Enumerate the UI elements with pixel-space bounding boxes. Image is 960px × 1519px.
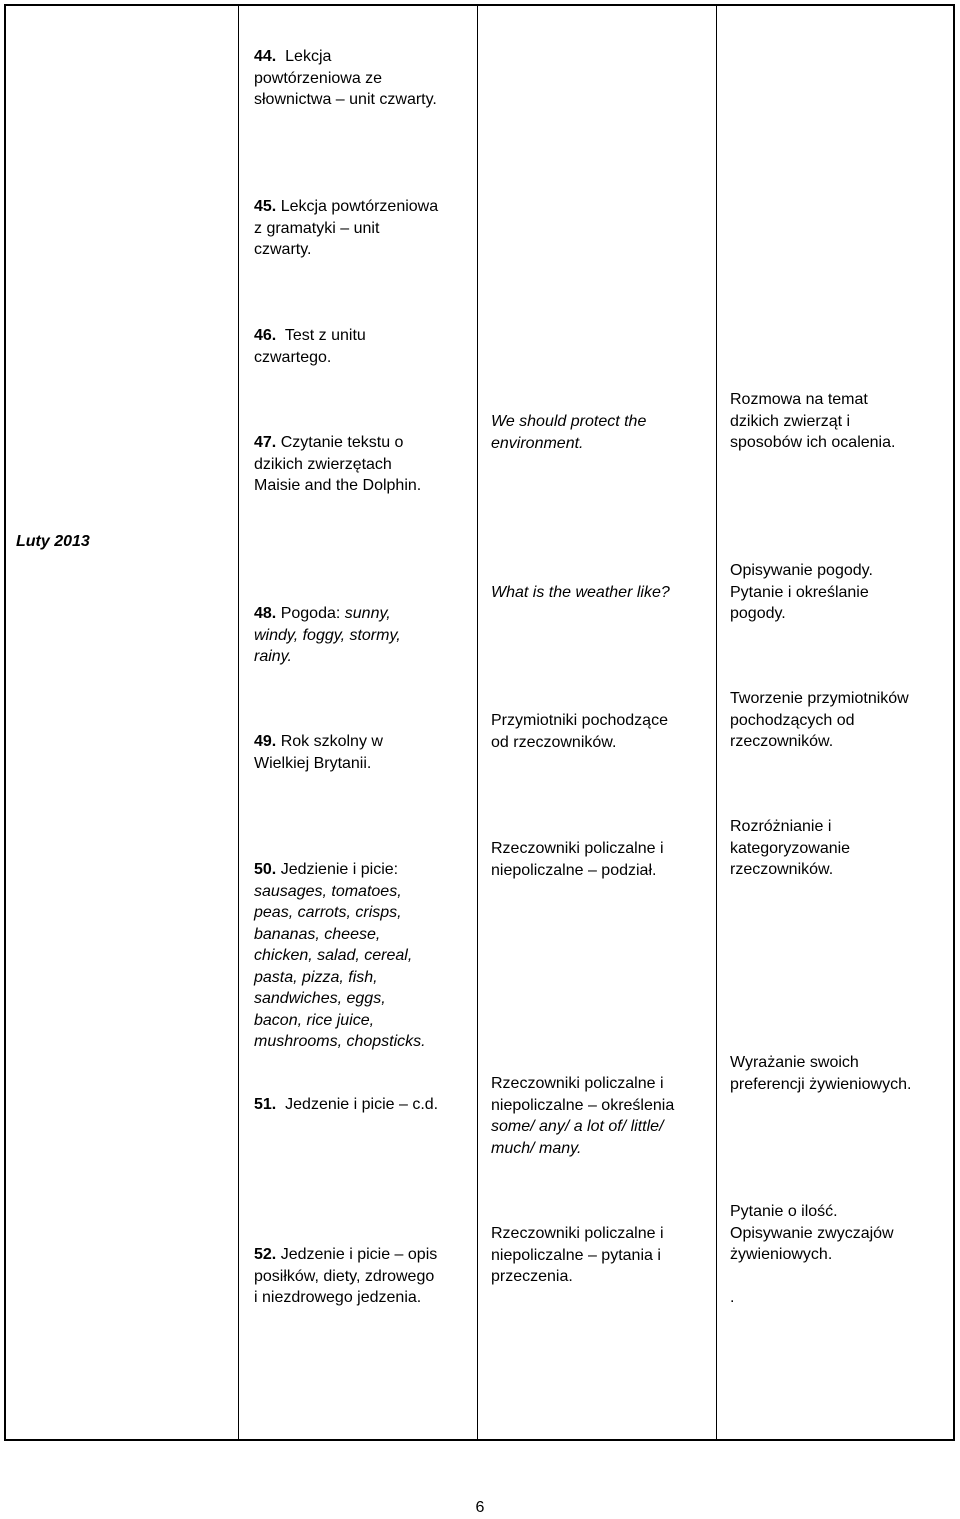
- lesson-number: 51.: [254, 1096, 277, 1113]
- skills-52: [730, 1201, 894, 1309]
- lesson-text: Lekcja powtórzeniowa: [280, 198, 439, 215]
- lesson-text: sausages, tomatoes,: [254, 882, 402, 900]
- lesson-text: Pogoda: sunny,: [280, 605, 391, 622]
- skills-text: Opisywanie pogody.: [730, 562, 873, 579]
- grammar-52: [491, 1223, 664, 1288]
- lesson-44: [254, 46, 437, 111]
- grammar-text: Rzeczowniki policzalne i: [491, 1075, 664, 1092]
- skills-text: preferencji żywieniowych.: [730, 1075, 912, 1093]
- lesson-text: Lekcja: [285, 48, 332, 65]
- lesson-text: Test z unitu: [284, 327, 366, 344]
- grammar-text: Przymiotniki pochodzące: [491, 712, 668, 729]
- skills-text: Tworzenie przymiotników: [730, 690, 909, 707]
- lesson-text: Rok szkolny w: [280, 733, 383, 750]
- skills-47: [730, 389, 895, 454]
- column-divider: [477, 4, 478, 1441]
- grammar-text: What is the weather like?: [491, 584, 670, 601]
- lesson-45: [254, 196, 438, 261]
- grammar-text: Rzeczowniki policzalne i: [491, 1225, 664, 1242]
- skills-48: [730, 560, 873, 625]
- grammar-51: [491, 1073, 674, 1159]
- skills-text: rzeczowników.: [730, 861, 834, 878]
- lesson-49: [254, 731, 383, 774]
- skills-text: Wyrażanie swoich: [730, 1054, 859, 1071]
- lesson-text: sandwiches, eggs,: [254, 990, 386, 1007]
- grammar-text: environment.: [491, 434, 584, 452]
- lesson-text: chicken, salad, cereal,: [254, 947, 413, 964]
- lesson-text: Wielkiej Brytanii.: [254, 754, 372, 772]
- lesson-47: [254, 432, 421, 497]
- skills-text: pochodzących od: [730, 711, 855, 729]
- column-divider: [238, 4, 239, 1441]
- grammar-text: niepoliczalne – podział.: [491, 861, 657, 879]
- grammar-text: niepoliczalne – określenia: [491, 1096, 675, 1114]
- skills-50: [730, 816, 850, 881]
- lesson-text: czwarty.: [254, 241, 312, 258]
- lesson-text: peas, carrots, crisps,: [254, 904, 402, 921]
- lesson-text: czwartego.: [254, 348, 332, 366]
- lesson-number: 47.: [254, 434, 277, 451]
- skills-text: sposobów ich ocalenia.: [730, 434, 896, 451]
- lesson-text: pasta, pizza, fish,: [254, 968, 378, 986]
- skills-51: [730, 1052, 911, 1095]
- lesson-number: 50.: [254, 861, 277, 878]
- lesson-text: Czytanie tekstu o: [280, 434, 404, 451]
- skills-text: pogody.: [730, 605, 786, 622]
- skills-text: rzeczowników.: [730, 733, 834, 750]
- lesson-50: [254, 859, 426, 1053]
- skills-text: Pytanie i określanie: [730, 583, 869, 601]
- grammar-text: much/ many.: [491, 1139, 582, 1157]
- lesson-text: Jedzenie i picie – opis: [280, 1246, 438, 1263]
- lesson-text: Jedzenie i picie – c.d.: [285, 1096, 439, 1113]
- lesson-number: 48.: [254, 605, 277, 622]
- grammar-50: [491, 838, 664, 881]
- grammar-text: niepoliczalne – pytania i: [491, 1246, 661, 1264]
- column-divider: [716, 4, 717, 1441]
- skills-text: Rozróżnianie i: [730, 818, 832, 835]
- lesson-number: 45.: [254, 198, 277, 215]
- lesson-46: [254, 325, 366, 368]
- lesson-text: Maisie and the Dolphin.: [254, 477, 422, 494]
- lesson-text: słownictwa – unit czwarty.: [254, 91, 437, 108]
- lesson-number: 49.: [254, 733, 277, 750]
- lesson-text: mushrooms, chopsticks.: [254, 1033, 426, 1050]
- lesson-text: i niezdrowego jedzenia.: [254, 1289, 422, 1306]
- month-label: Luty 2013: [16, 533, 90, 550]
- skills-text: .: [730, 1289, 735, 1306]
- lesson-52: [254, 1244, 437, 1309]
- lesson-text: rainy.: [254, 648, 292, 665]
- skills-text: Rozmowa na temat: [730, 391, 868, 408]
- skills-text: [730, 1266, 894, 1288]
- lesson-48: [254, 603, 401, 668]
- grammar-text: przeczenia.: [491, 1268, 573, 1285]
- lesson-text: bananas, cheese,: [254, 925, 381, 943]
- lesson-number: 52.: [254, 1246, 277, 1263]
- lesson-51: [254, 1094, 438, 1116]
- lesson-text: dzikich zwierzętach: [254, 455, 392, 473]
- lesson-text: windy, foggy, stormy,: [254, 626, 401, 644]
- lesson-text: bacon, rice juice,: [254, 1011, 375, 1029]
- grammar-text: Rzeczowniki policzalne i: [491, 840, 664, 857]
- grammar-text: We should protect the: [491, 413, 647, 430]
- grammar-48: [491, 582, 670, 604]
- skills-text: Opisywanie zwyczajów: [730, 1224, 894, 1242]
- grammar-text: some/ any/ a lot of/ little/: [491, 1118, 664, 1135]
- lesson-number: 44.: [254, 48, 277, 65]
- lesson-text: posiłków, diety, zdrowego: [254, 1267, 435, 1285]
- lesson-text: z gramatyki – unit: [254, 219, 380, 237]
- grammar-text: od rzeczowników.: [491, 733, 617, 751]
- skills-text: kategoryzowanie: [730, 839, 851, 857]
- skills-49: [730, 688, 909, 753]
- grammar-47: [491, 411, 646, 454]
- skills-text: dzikich zwierząt i: [730, 412, 851, 430]
- skills-text: Pytanie o ilość.: [730, 1203, 838, 1220]
- skills-text: żywieniowych.: [730, 1246, 833, 1263]
- lesson-text: powtórzeniowa ze: [254, 69, 383, 87]
- grammar-49: [491, 710, 668, 753]
- page-number: 6: [475, 1499, 485, 1516]
- lesson-number: 46.: [254, 327, 277, 344]
- lesson-text: Jedzienie i picie:: [280, 861, 399, 878]
